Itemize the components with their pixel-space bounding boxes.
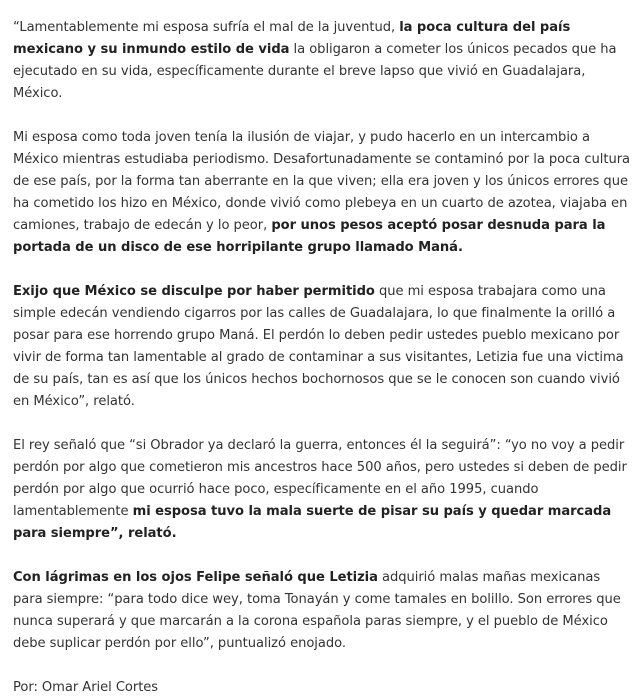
paragraph-5-bold-1: Con lágrimas en los ojos Felipe señaló que Letizia bbox=[13, 570, 378, 585]
paragraph-4-text-1: El rey señaló que “si Obrador ya declaró la guerra, entonces él la seguirá”: “yo no voy a pedir perdón por algo que cometieron mis ancestros hace 500 años, pero ustedes si deben de pedir perdón por algo que ocurrió hace poco, específicamente en el año 1995, cuando lamentablemente bbox=[13, 438, 627, 519]
paragraph-5-text-1: adquirió malas mañas mexicanas para siempre: “para todo dice wey, toma Tonayán y come tamales en bolillo. Son errores que nunca superará y que marcarán a la corona española paras siempre, y el pueblo de México debe suplicar perdón por ello”, puntualizó enojado. bbox=[13, 570, 621, 651]
paragraph-1-bold-1: la poca cultura del país mexicano y su inmundo estilo de vida bbox=[13, 20, 571, 57]
paragraph-2 bbox=[13, 127, 633, 259]
article-body bbox=[13, 17, 633, 699]
paragraph-3 bbox=[13, 281, 633, 413]
byline: Por: Omar Ariel Cortes bbox=[13, 680, 159, 695]
paragraph-1-text-2: la obligaron a cometer los únicos pecados que ha ejecutado en su vida, específicamente durante el breve lapso que vivió en Guadalajara, México. bbox=[13, 42, 617, 101]
paragraph-5 bbox=[13, 567, 633, 655]
paragraph-4-bold-1: mi esposa tuvo la mala suerte de pisar su país y quedar marcada para siempre”, relató. bbox=[13, 504, 612, 541]
paragraph-4 bbox=[13, 435, 633, 545]
paragraph-3-bold-1: Exijo que México se disculpe por haber permitido bbox=[13, 284, 375, 299]
paragraph-1 bbox=[13, 17, 633, 105]
paragraph-2-bold-1: por unos pesos aceptó posar desnuda para la portada de un disco de ese horripilante grupo llamado Maná. bbox=[13, 218, 606, 255]
paragraph-3-text-1: que mi esposa trabajara como una simple edecán vendiendo cigarros por las calles de Guadalajara, lo que finalmente la orilló a posar para ese horrendo grupo Maná. El perdón lo deben pedir ustedes pueblo mexicano por vivir de forma tan lamentable al grado de contaminar a sus visitantes, Letizia fue una victima de su país, tan es así que los únicos hechos bochornosos que se le conocen son cuando vivió en México”, relató. bbox=[13, 284, 624, 409]
paragraph-2-text-1: Mi esposa como toda joven tenía la ilusión de viajar, y pudo hacerlo en un intercambio a México mientras estudiaba periodismo. Desafortunadamente se contaminó por la poca cultura de ese país, por la forma tan aberrante en la que viven; ella era joven y los únicos errores que ha cometido los hizo en México, donde vivió como plebeya en un cuarto de azotea, viajaba en camiones, trabajo de edecán y lo peor, bbox=[13, 130, 630, 233]
paragraph-1-text-1: “Lamentablemente mi esposa sufría el mal de la juventud, bbox=[13, 20, 400, 35]
